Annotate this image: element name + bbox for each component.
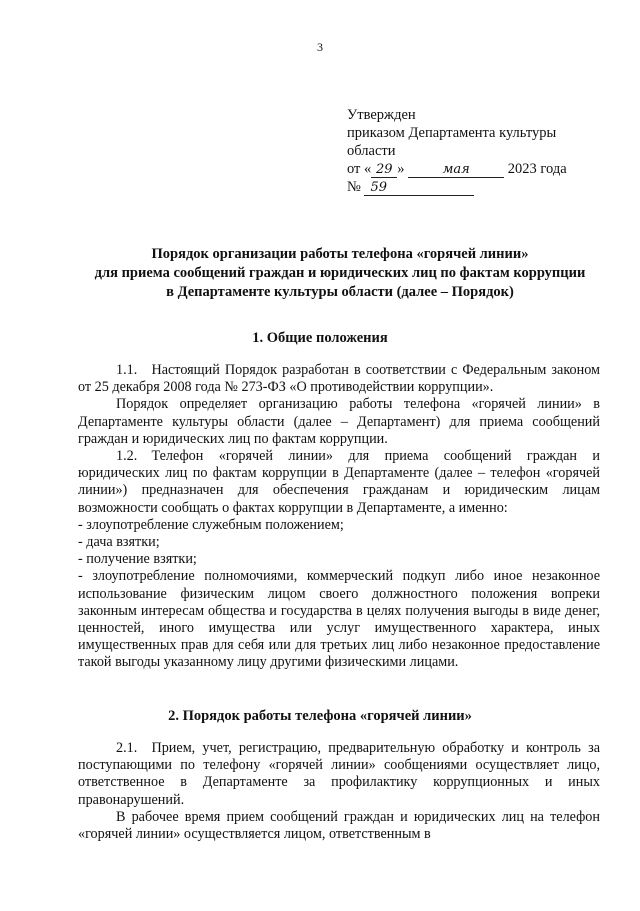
date-prefix: от « [347, 161, 372, 177]
approval-number [347, 178, 587, 196]
approval-line: Утвержден [347, 107, 416, 123]
section2-heading: 2. Порядок работы телефона «горячей линии» [168, 708, 472, 724]
date-suffix: 2023 года [507, 161, 567, 177]
date-mid: » [397, 161, 405, 177]
approval-line: области [347, 143, 396, 159]
page-number: 3 [317, 40, 323, 54]
list-item: - злоупотребление служебным положением; [78, 516, 344, 533]
number-prefix: № [347, 179, 361, 195]
list-item: - злоупотребление полномочиями, коммерческий подкуп либо иное незаконное использование физическим лицом своего должностного положения вопреки законным интересам общества и государства в целях получения выгоды в виде денег, ценностей, иного имущества или услуг имущественного характера, иных имущественных прав для себя или для третьих лиц либо незаконное предоставление такой выгоды указанному лицу другими физическими лицами. [78, 568, 600, 671]
title-line: Порядок организации работы телефона «горячей линии» [151, 246, 529, 262]
section1-body [78, 362, 600, 672]
list-item: - дача взятки; [78, 534, 160, 551]
title-line: для приема сообщений граждан и юридических лиц по фактам коррупции [94, 265, 586, 281]
paragraph: 1.2. Телефон «горячей линии» для приема сообщений граждан и юридических лиц по фактам коррупции в Департаменте (далее – телефон «горячей линии») предназначен для обеспечения гражданам и юридическим лицам возможности сообщать о фактах коррупции в Департаменте, а именно: [78, 448, 600, 516]
title-line: в Департаменте культуры области (далее – Порядок) [166, 284, 514, 300]
section2-body [78, 740, 600, 843]
paragraph: 2.1. Прием, учет, регистрацию, предварительную обработку и контроль за поступающими по телефону «горячей линии» сообщениями осуществляет лицо, ответственное в Департаменте за профилактику коррупционных и иных правонарушений. [78, 740, 600, 808]
section1-heading: 1. Общие положения [252, 330, 388, 346]
approval-block [347, 106, 587, 196]
approval-line: приказом Департамента культуры [347, 125, 557, 141]
date-month-handwritten: мая [408, 163, 504, 178]
paragraph: 1.1. Настоящий Порядок разработан в соответствии с Федеральным законом от 25 декабря 2008 года № 273-ФЗ «О противодействии коррупции». [78, 362, 600, 396]
document-title [60, 245, 620, 302]
approval-date [347, 160, 587, 178]
paragraph: Порядок определяет организацию работы телефона «горячей линии» в Департаменте культуры области (далее – Департамент) для приема сообщений граждан и юридических лиц по фактам коррупции. [78, 396, 600, 447]
paragraph: В рабочее время прием сообщений граждан и юридических лиц на телефон «горячей линии» осуществляется лицом, ответственным в [78, 808, 600, 843]
number-handwritten: 59 [364, 181, 474, 196]
list-item: - получение взятки; [78, 551, 197, 568]
date-day-handwritten: 29 [371, 163, 397, 178]
